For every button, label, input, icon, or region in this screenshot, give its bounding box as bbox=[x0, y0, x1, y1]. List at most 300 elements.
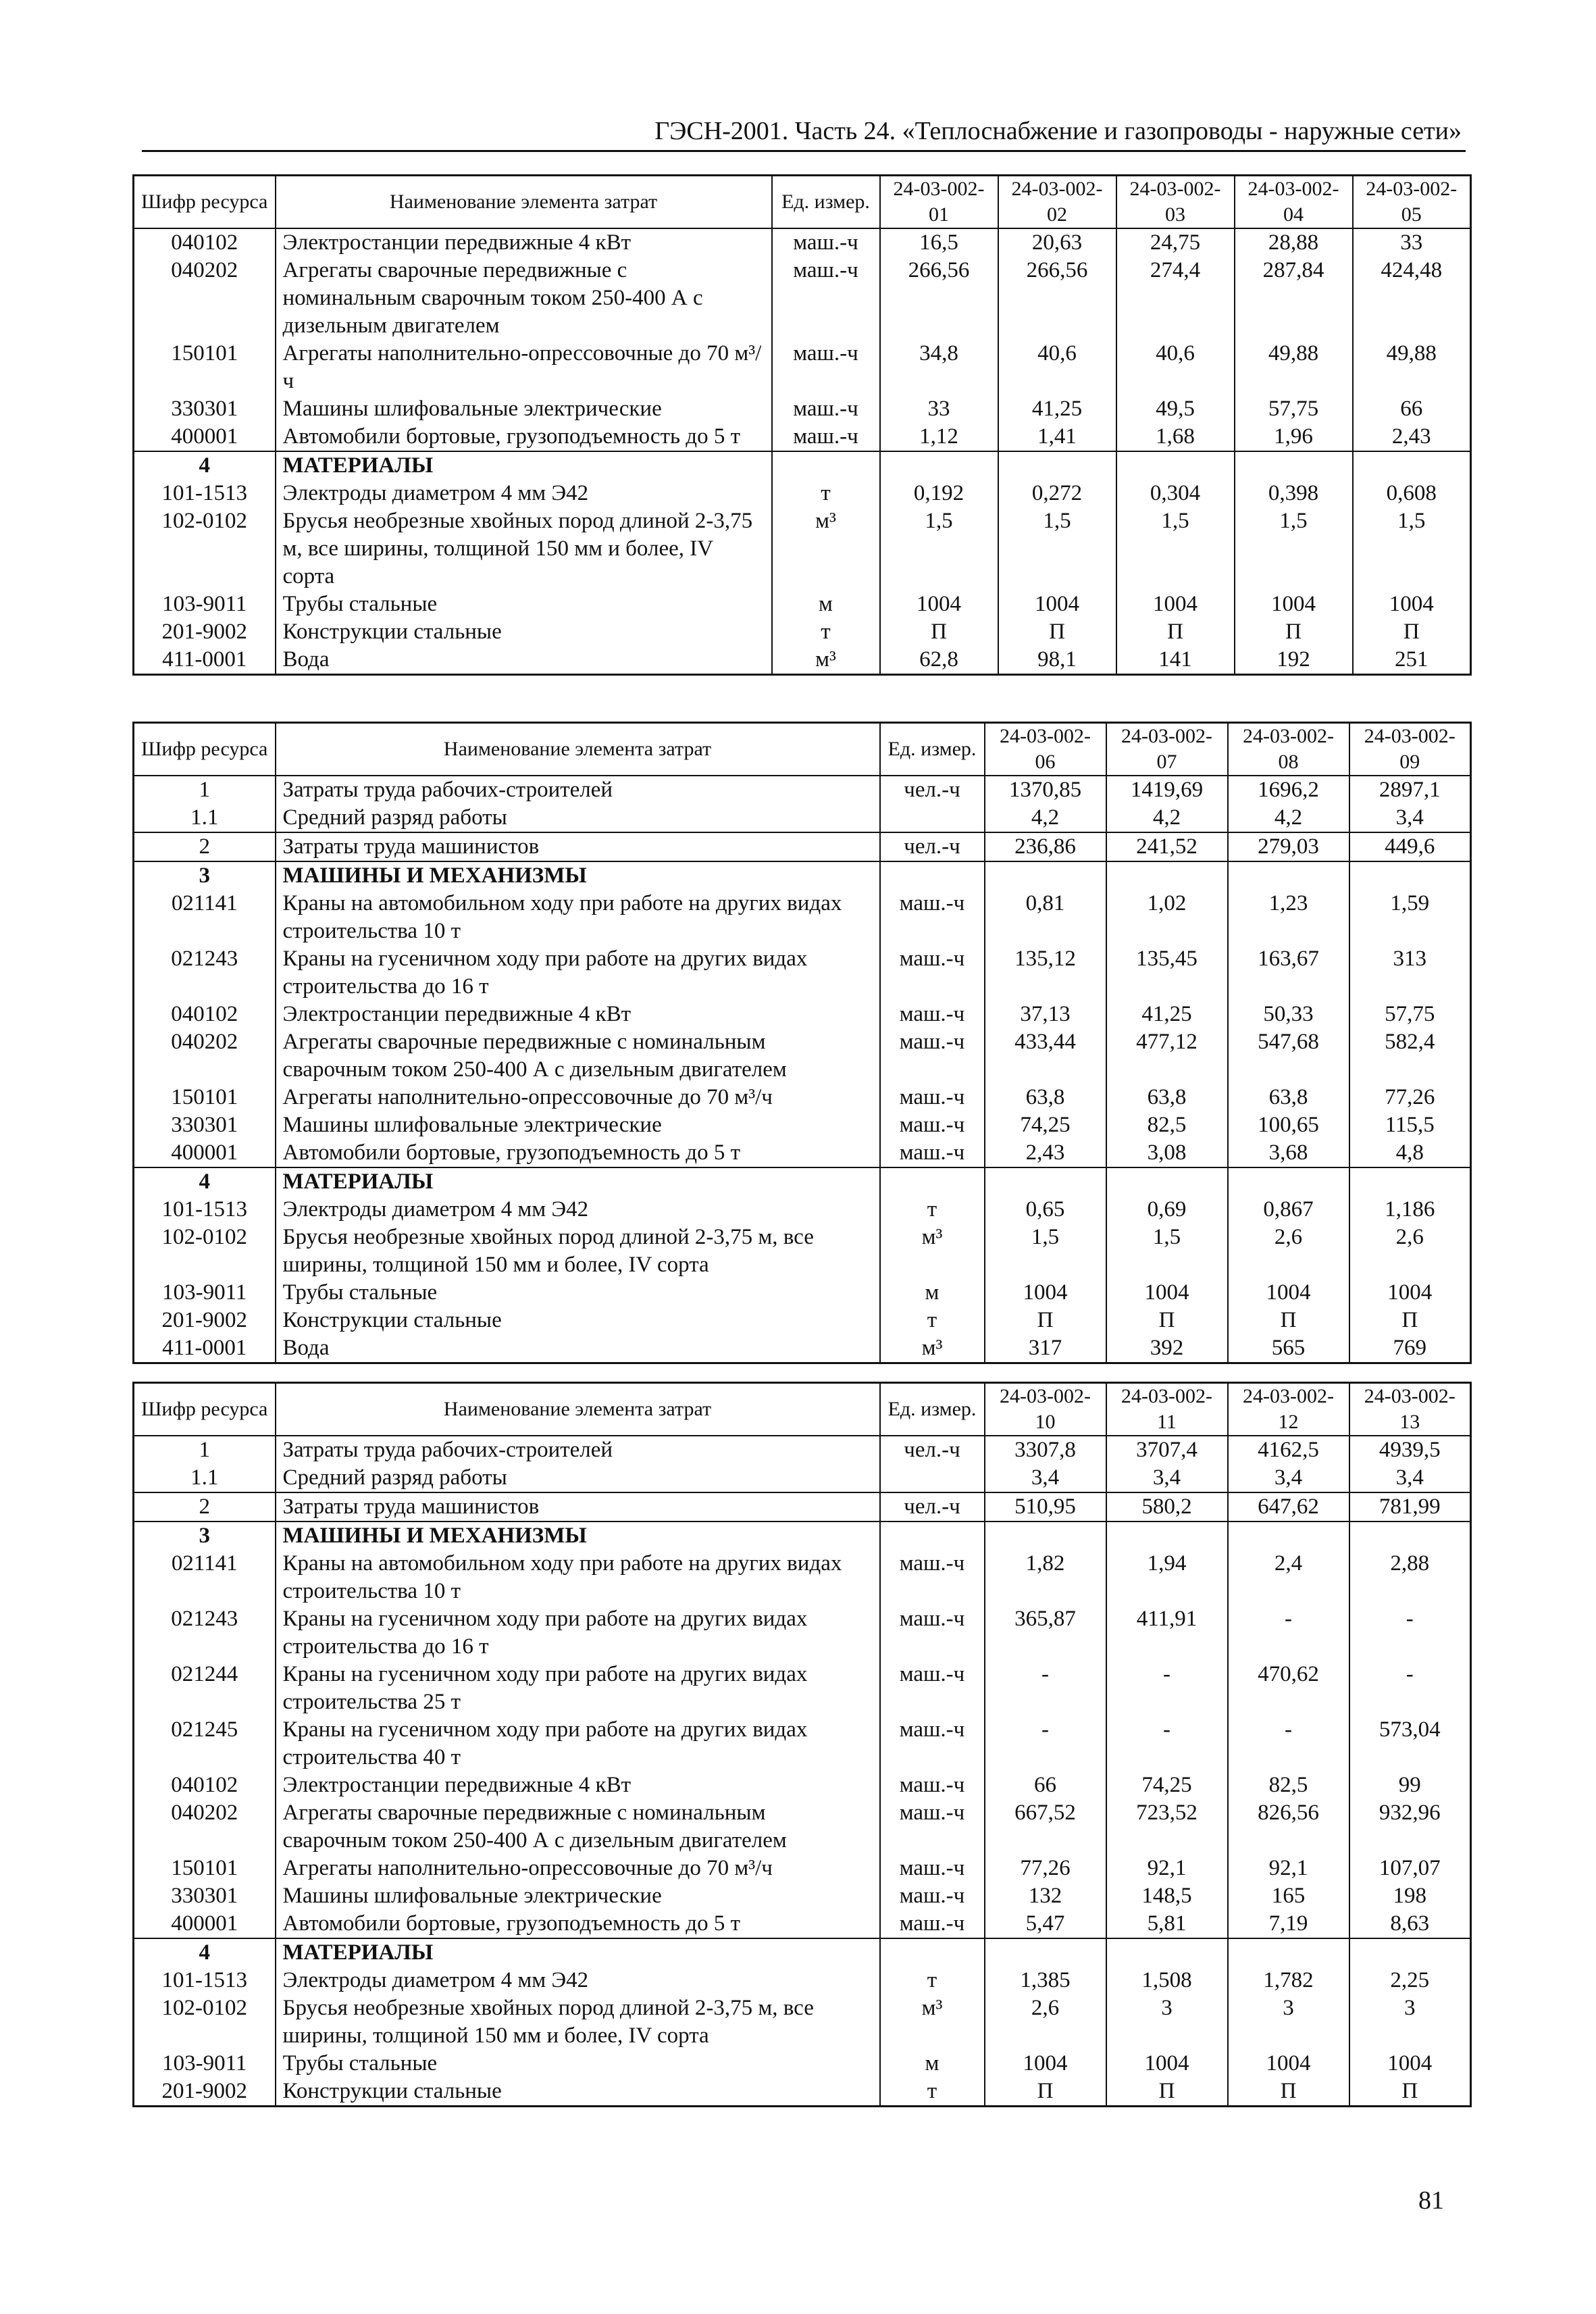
norm-value: 1696,2 bbox=[1228, 776, 1349, 804]
resource-unit: маш.-ч bbox=[880, 890, 985, 945]
norm-value: 82,5 bbox=[1106, 1111, 1228, 1139]
norm-value: 287,84 bbox=[1235, 257, 1353, 340]
norm-value: 1004 bbox=[1235, 590, 1353, 618]
norm-value: 0,608 bbox=[1353, 480, 1471, 507]
norm-value: 163,67 bbox=[1228, 945, 1349, 1001]
norm-value bbox=[1106, 1521, 1228, 1550]
norm-value: 63,8 bbox=[1228, 1084, 1349, 1111]
header-norm-code: 24-03-002-01 bbox=[880, 176, 998, 229]
norm-value: 0,69 bbox=[1106, 1196, 1228, 1224]
header-norm-code: 24-03-002-02 bbox=[998, 176, 1116, 229]
resource-name: Средний разряд работы bbox=[276, 804, 880, 832]
resource-unit: м bbox=[772, 590, 880, 618]
norm-value: 667,52 bbox=[985, 1799, 1106, 1855]
section-row bbox=[134, 1938, 1471, 1967]
norm-value: 1,82 bbox=[985, 1550, 1106, 1605]
table-row bbox=[134, 1716, 1471, 1771]
resource-code: 040102 bbox=[134, 1771, 276, 1799]
resource-code: 101-1513 bbox=[134, 1967, 276, 1994]
norm-value: 2,6 bbox=[1228, 1224, 1349, 1279]
norm-value bbox=[985, 1521, 1106, 1550]
table-row bbox=[134, 945, 1471, 1001]
table-row bbox=[134, 1001, 1471, 1028]
norm-value: 100,65 bbox=[1228, 1111, 1349, 1139]
norm-value: 1,5 bbox=[1106, 1224, 1228, 1279]
norm-value: 2,25 bbox=[1349, 1967, 1471, 1994]
resource-unit: маш.-ч bbox=[772, 423, 880, 451]
table-row bbox=[134, 590, 1471, 618]
norm-value: 92,1 bbox=[1106, 1855, 1228, 1882]
norm-value bbox=[1349, 1167, 1471, 1196]
table-row bbox=[134, 1139, 1471, 1167]
norm-value: П bbox=[1106, 2078, 1228, 2107]
norm-value: П bbox=[1349, 1307, 1471, 1334]
norm-value: 236,86 bbox=[985, 832, 1106, 861]
resource-code: 411-0001 bbox=[134, 646, 276, 675]
resource-code: 103-9011 bbox=[134, 590, 276, 618]
norm-value: 99 bbox=[1349, 1771, 1471, 1799]
norm-value: 3707,4 bbox=[1106, 1436, 1228, 1464]
table-row bbox=[134, 1771, 1471, 1799]
resource-unit: маш.-ч bbox=[880, 1882, 985, 1910]
norm-value: 2,6 bbox=[985, 1994, 1106, 2050]
norm-value: 192 bbox=[1235, 646, 1353, 675]
resource-name: Конструкции стальные bbox=[276, 618, 772, 646]
header-name: Наименование элемента затрат bbox=[276, 1383, 880, 1436]
resource-code: 1.1 bbox=[134, 1464, 276, 1492]
norm-value: 132 bbox=[985, 1882, 1106, 1910]
norm-value: 49,88 bbox=[1235, 340, 1353, 395]
header-norm-code: 24-03-002-10 bbox=[985, 1383, 1106, 1436]
norm-value: 0,192 bbox=[880, 480, 998, 507]
resource-unit: т bbox=[880, 2078, 985, 2107]
norm-value: 3307,8 bbox=[985, 1436, 1106, 1464]
norm-value: П bbox=[985, 2078, 1106, 2107]
norm-value bbox=[1228, 1521, 1349, 1550]
resource-code: 400001 bbox=[134, 423, 276, 451]
page-header bbox=[142, 114, 1466, 152]
norm-value: 1,23 bbox=[1228, 890, 1349, 945]
norm-value: П bbox=[1228, 1307, 1349, 1334]
table-row bbox=[134, 228, 1471, 257]
resource-name: Затраты труда машинистов bbox=[276, 832, 880, 861]
norm-value: - bbox=[1228, 1716, 1349, 1771]
norm-value: 4939,5 bbox=[1349, 1436, 1471, 1464]
resource-code: 021141 bbox=[134, 1550, 276, 1605]
page-number: 81 bbox=[1418, 2186, 1444, 2215]
table-row bbox=[134, 480, 1471, 507]
norm-value: 424,48 bbox=[1353, 257, 1471, 340]
norm-value: 66 bbox=[1353, 395, 1471, 423]
resource-code: 1.1 bbox=[134, 804, 276, 832]
norm-value: 4,2 bbox=[1228, 804, 1349, 832]
resource-unit: маш.-ч bbox=[880, 1001, 985, 1028]
norm-value: 2,43 bbox=[1353, 423, 1471, 451]
resource-unit: маш.-ч bbox=[880, 1550, 985, 1605]
table-row bbox=[134, 1464, 1471, 1492]
resource-code: 400001 bbox=[134, 1910, 276, 1938]
header-code: Шифр ресурса bbox=[134, 176, 276, 229]
norm-value: - bbox=[1349, 1661, 1471, 1716]
table-row bbox=[134, 1661, 1471, 1716]
norm-value: - bbox=[1106, 1661, 1228, 1716]
norm-value: 141 bbox=[1116, 646, 1235, 675]
norm-value bbox=[1349, 861, 1471, 890]
resource-name: Электростанции передвижные 4 кВт bbox=[276, 1771, 880, 1799]
norm-value: 74,25 bbox=[1106, 1771, 1228, 1799]
norm-value: 0,272 bbox=[998, 480, 1116, 507]
norm-value: П bbox=[1349, 2078, 1471, 2107]
norm-value: 1,385 bbox=[985, 1967, 1106, 1994]
norm-value: 1,5 bbox=[880, 507, 998, 590]
header-norm-code: 24-03-002-09 bbox=[1349, 723, 1471, 776]
resource-unit: м³ bbox=[880, 1334, 985, 1363]
table-row bbox=[134, 1196, 1471, 1224]
resource-unit: маш.-ч bbox=[880, 945, 985, 1001]
resource-unit: м³ bbox=[772, 646, 880, 675]
resource-code: 2 bbox=[134, 832, 276, 861]
resource-name: Автомобили бортовые, грузоподъемность до 5 т bbox=[276, 423, 772, 451]
resource-code: 101-1513 bbox=[134, 480, 276, 507]
norm-value: 5,47 bbox=[985, 1910, 1106, 1938]
table-row bbox=[134, 618, 1471, 646]
norm-value: 241,52 bbox=[1106, 832, 1228, 861]
resource-name: Агрегаты наполнительно-опрессовочные до 70 м³/ч bbox=[276, 1084, 880, 1111]
norm-value bbox=[1106, 1167, 1228, 1196]
resource-code: 150101 bbox=[134, 340, 276, 395]
norm-value: 470,62 bbox=[1228, 1661, 1349, 1716]
norm-value: 5,81 bbox=[1106, 1910, 1228, 1938]
norm-value: 565 bbox=[1228, 1334, 1349, 1363]
resource-name: Агрегаты сварочные передвижные с номинальным сварочным током 250-400 А с дизельным двигателем bbox=[276, 1028, 880, 1084]
resource-name: Средний разряд работы bbox=[276, 1464, 880, 1492]
resource-name: Электроды диаметром 4 мм Э42 bbox=[276, 480, 772, 507]
norm-value: 3,68 bbox=[1228, 1139, 1349, 1167]
norm-value: 1,186 bbox=[1349, 1196, 1471, 1224]
norm-value: 40,6 bbox=[998, 340, 1116, 395]
norm-value: 165 bbox=[1228, 1882, 1349, 1910]
table-row bbox=[134, 1084, 1471, 1111]
table-row bbox=[134, 1111, 1471, 1139]
norm-value: 3,4 bbox=[1349, 1464, 1471, 1492]
norm-value: 1,41 bbox=[998, 423, 1116, 451]
norm-value bbox=[1353, 451, 1471, 480]
norm-value: 57,75 bbox=[1235, 395, 1353, 423]
resource-code: 102-0102 bbox=[134, 1224, 276, 1279]
resource-name: Краны на гусеничном ходу при работе на других видах строительства 40 т bbox=[276, 1716, 880, 1771]
resource-unit: маш.-ч bbox=[772, 257, 880, 340]
norm-value bbox=[1106, 1938, 1228, 1967]
resource-unit: маш.-ч bbox=[880, 1605, 985, 1661]
norm-value: 1004 bbox=[1116, 590, 1235, 618]
resource-table-1 bbox=[132, 174, 1472, 676]
resource-code: 040102 bbox=[134, 228, 276, 257]
resource-unit: маш.-ч bbox=[880, 1139, 985, 1167]
table-row bbox=[134, 395, 1471, 423]
resource-unit: маш.-ч bbox=[880, 1855, 985, 1882]
table-row bbox=[134, 1334, 1471, 1363]
table-row bbox=[134, 507, 1471, 590]
norm-value: П bbox=[985, 1307, 1106, 1334]
norm-value bbox=[985, 1938, 1106, 1967]
norm-value: 3,08 bbox=[1106, 1139, 1228, 1167]
table-row bbox=[134, 1436, 1471, 1464]
resource-unit: чел.-ч bbox=[880, 1492, 985, 1521]
resource-unit: м bbox=[880, 2050, 985, 2078]
resource-unit bbox=[880, 1167, 985, 1196]
norm-value: 3,4 bbox=[985, 1464, 1106, 1492]
resource-code: 021243 bbox=[134, 1605, 276, 1661]
norm-value: 135,45 bbox=[1106, 945, 1228, 1001]
norm-value: 1,5 bbox=[998, 507, 1116, 590]
norm-value: 1,5 bbox=[1235, 507, 1353, 590]
table-row bbox=[134, 423, 1471, 451]
header-name: Наименование элемента затрат bbox=[276, 723, 880, 776]
norm-value: 4,2 bbox=[1106, 804, 1228, 832]
norm-value: 98,1 bbox=[998, 646, 1116, 675]
norm-value: 477,12 bbox=[1106, 1028, 1228, 1084]
resource-name: Агрегаты сварочные передвижные с номинальным сварочным током 250-400 А с дизельным двигателем bbox=[276, 1799, 880, 1855]
norm-value: 932,96 bbox=[1349, 1799, 1471, 1855]
table-header-row bbox=[134, 1383, 1471, 1436]
norm-value: 3 bbox=[1349, 1994, 1471, 2050]
table-row bbox=[134, 257, 1471, 340]
table-row bbox=[134, 776, 1471, 804]
norm-value: 0,867 bbox=[1228, 1196, 1349, 1224]
resource-name: Машины шлифовальные электрические bbox=[276, 1882, 880, 1910]
header-norm-code: 24-03-002-12 bbox=[1228, 1383, 1349, 1436]
norm-value: 411,91 bbox=[1106, 1605, 1228, 1661]
table-row bbox=[134, 1910, 1471, 1938]
norm-value: 3 bbox=[1106, 1994, 1228, 2050]
norm-value: 0,304 bbox=[1116, 480, 1235, 507]
norm-value: - bbox=[985, 1661, 1106, 1716]
norm-value: 365,87 bbox=[985, 1605, 1106, 1661]
resource-code: 330301 bbox=[134, 395, 276, 423]
resource-name: Брусья необрезные хвойных пород длиной 2-3,75 м, все ширины, толщиной 150 мм и более, IV сорта bbox=[276, 507, 772, 590]
norm-value: - bbox=[1228, 1605, 1349, 1661]
resource-name: Конструкции стальные bbox=[276, 2078, 880, 2107]
norm-value: 781,99 bbox=[1349, 1492, 1471, 1521]
resource-unit: м³ bbox=[772, 507, 880, 590]
resource-name: Затраты труда машинистов bbox=[276, 1492, 880, 1521]
norm-value: 1004 bbox=[1228, 2050, 1349, 2078]
resource-unit: чел.-ч bbox=[880, 832, 985, 861]
norm-value bbox=[1349, 1938, 1471, 1967]
norm-value: 769 bbox=[1349, 1334, 1471, 1363]
norm-value: 3,4 bbox=[1228, 1464, 1349, 1492]
header-norm-code: 24-03-002-06 bbox=[985, 723, 1106, 776]
header-norm-code: 24-03-002-11 bbox=[1106, 1383, 1228, 1436]
norm-value: 7,19 bbox=[1228, 1910, 1349, 1938]
norm-value: 251 bbox=[1353, 646, 1471, 675]
norm-value: 4,2 bbox=[985, 804, 1106, 832]
resource-name: Брусья необрезные хвойных пород длиной 2-3,75 м, все ширины, толщиной 150 мм и более, IV сорта bbox=[276, 1994, 880, 2050]
norm-value: 20,63 bbox=[998, 228, 1116, 257]
norm-value: 62,8 bbox=[880, 646, 998, 675]
norm-value: 92,1 bbox=[1228, 1855, 1349, 1882]
resource-code: 103-9011 bbox=[134, 1279, 276, 1307]
resource-table-2 bbox=[132, 722, 1472, 1364]
norm-value bbox=[1116, 451, 1235, 480]
resource-unit: чел.-ч bbox=[880, 1436, 985, 1464]
resource-name: Электростанции передвижные 4 кВт bbox=[276, 1001, 880, 1028]
resource-code: 2 bbox=[134, 1492, 276, 1521]
resource-unit: маш.-ч bbox=[880, 1771, 985, 1799]
resource-unit: т bbox=[880, 1967, 985, 1994]
norm-value: 510,95 bbox=[985, 1492, 1106, 1521]
table-row bbox=[134, 1550, 1471, 1605]
resource-name: Вода bbox=[276, 1334, 880, 1363]
resource-name: МАТЕРИАЛЫ bbox=[276, 1938, 880, 1967]
norm-value: 40,6 bbox=[1116, 340, 1235, 395]
resource-unit: чел.-ч bbox=[880, 776, 985, 804]
resource-unit: маш.-ч bbox=[880, 1084, 985, 1111]
norm-value: 8,63 bbox=[1349, 1910, 1471, 1938]
norm-value: 266,56 bbox=[998, 257, 1116, 340]
norm-value: - bbox=[1349, 1605, 1471, 1661]
table-row bbox=[134, 1307, 1471, 1334]
resource-name: Краны на гусеничном ходу при работе на других видах строительства до 16 т bbox=[276, 945, 880, 1001]
table-row bbox=[134, 1994, 1471, 2050]
norm-value bbox=[880, 451, 998, 480]
resource-name: Электроды диаметром 4 мм Э42 bbox=[276, 1967, 880, 1994]
norm-value: 1,782 bbox=[1228, 1967, 1349, 1994]
resource-name: Брусья необрезные хвойных пород длиной 2-3,75 м, все ширины, толщиной 150 мм и более, IV сорта bbox=[276, 1224, 880, 1279]
resource-name: МАТЕРИАЛЫ bbox=[276, 1167, 880, 1196]
resource-name: Краны на автомобильном ходу при работе на других видах строительства 10 т bbox=[276, 1550, 880, 1605]
resource-code: 021244 bbox=[134, 1661, 276, 1716]
resource-code: 021245 bbox=[134, 1716, 276, 1771]
norm-value: 1004 bbox=[880, 590, 998, 618]
resource-unit bbox=[880, 804, 985, 832]
resource-code: 102-0102 bbox=[134, 507, 276, 590]
resource-code: 330301 bbox=[134, 1111, 276, 1139]
norm-value: 82,5 bbox=[1228, 1771, 1349, 1799]
norm-value: 1,02 bbox=[1106, 890, 1228, 945]
table-row bbox=[134, 1279, 1471, 1307]
resource-code: 201-9002 bbox=[134, 618, 276, 646]
table-row bbox=[134, 890, 1471, 945]
header-code: Шифр ресурса bbox=[134, 723, 276, 776]
norm-value: 1,12 bbox=[880, 423, 998, 451]
resource-code: 4 bbox=[134, 1167, 276, 1196]
norm-value: 1004 bbox=[1349, 1279, 1471, 1307]
header-norm-code: 24-03-002-04 bbox=[1235, 176, 1353, 229]
header-code: Шифр ресурса bbox=[134, 1383, 276, 1436]
norm-value bbox=[985, 861, 1106, 890]
norm-value: 135,12 bbox=[985, 945, 1106, 1001]
resource-name: Конструкции стальные bbox=[276, 1307, 880, 1334]
resource-code: 103-9011 bbox=[134, 2050, 276, 2078]
norm-value: 63,8 bbox=[985, 1084, 1106, 1111]
section-row bbox=[134, 451, 1471, 480]
resource-code: 3 bbox=[134, 1521, 276, 1550]
norm-value: 49,88 bbox=[1353, 340, 1471, 395]
resource-name: Машины шлифовальные электрические bbox=[276, 1111, 880, 1139]
norm-value: 547,68 bbox=[1228, 1028, 1349, 1084]
table-row bbox=[134, 1605, 1471, 1661]
norm-value: 2,88 bbox=[1349, 1550, 1471, 1605]
resource-name: Автомобили бортовые, грузоподъемность до 5 т bbox=[276, 1139, 880, 1167]
resource-unit: маш.-ч bbox=[880, 1661, 985, 1716]
resource-name: МАТЕРИАЛЫ bbox=[276, 451, 772, 480]
norm-value: 449,6 bbox=[1349, 832, 1471, 861]
norm-value: 1,96 bbox=[1235, 423, 1353, 451]
header-name: Наименование элемента затрат bbox=[276, 176, 772, 229]
resource-code: 102-0102 bbox=[134, 1994, 276, 2050]
norm-value: 266,56 bbox=[880, 257, 998, 340]
norm-value: 41,25 bbox=[998, 395, 1116, 423]
resource-name: Краны на гусеничном ходу при работе на других видах строительства до 16 т bbox=[276, 1605, 880, 1661]
norm-value: 16,5 bbox=[880, 228, 998, 257]
norm-value bbox=[1106, 861, 1228, 890]
table-header-row bbox=[134, 176, 1471, 229]
resource-unit bbox=[880, 1464, 985, 1492]
norm-value: 580,2 bbox=[1106, 1492, 1228, 1521]
table-header-row bbox=[134, 723, 1471, 776]
header-unit: Ед. измер. bbox=[880, 1383, 985, 1436]
norm-value: 0,65 bbox=[985, 1196, 1106, 1224]
norm-value: 723,52 bbox=[1106, 1799, 1228, 1855]
norm-value: 647,62 bbox=[1228, 1492, 1349, 1521]
norm-value: 1,5 bbox=[985, 1224, 1106, 1279]
header-norm-code: 24-03-002-13 bbox=[1349, 1383, 1471, 1436]
norm-value: 1004 bbox=[1106, 2050, 1228, 2078]
resource-unit: т bbox=[880, 1307, 985, 1334]
resource-name: Электростанции передвижные 4 кВт bbox=[276, 228, 772, 257]
table-row bbox=[134, 1882, 1471, 1910]
norm-value: П bbox=[1228, 2078, 1349, 2107]
norm-value: 4162,5 bbox=[1228, 1436, 1349, 1464]
header-unit: Ед. измер. bbox=[772, 176, 880, 229]
resource-code: 330301 bbox=[134, 1882, 276, 1910]
resource-name: Агрегаты наполнительно-опрессовочные до 70 м³/ч bbox=[276, 340, 772, 395]
norm-value: 4,8 bbox=[1349, 1139, 1471, 1167]
resource-unit: маш.-ч bbox=[880, 1799, 985, 1855]
resource-name: Трубы стальные bbox=[276, 590, 772, 618]
resource-name: Машины шлифовальные электрические bbox=[276, 395, 772, 423]
table-row bbox=[134, 1799, 1471, 1855]
norm-value: 115,5 bbox=[1349, 1111, 1471, 1139]
resource-code: 1 bbox=[134, 1436, 276, 1464]
norm-value: 107,07 bbox=[1349, 1855, 1471, 1882]
resource-unit: маш.-ч bbox=[772, 395, 880, 423]
resource-code: 040202 bbox=[134, 1028, 276, 1084]
norm-value: П bbox=[880, 618, 998, 646]
resource-unit: т bbox=[880, 1196, 985, 1224]
section-row bbox=[134, 1521, 1471, 1550]
norm-value: 198 bbox=[1349, 1882, 1471, 1910]
page-header-title: ГЭСН-2001. Часть 24. «Теплоснабжение и газопроводы - наружные сети» bbox=[654, 117, 1462, 145]
resource-unit: м³ bbox=[880, 1224, 985, 1279]
norm-value: 57,75 bbox=[1349, 1001, 1471, 1028]
table-row bbox=[134, 1855, 1471, 1882]
norm-value: 1,5 bbox=[1353, 507, 1471, 590]
norm-value bbox=[1228, 861, 1349, 890]
norm-value: 1,68 bbox=[1116, 423, 1235, 451]
resource-code: 3 bbox=[134, 861, 276, 890]
norm-value: - bbox=[1106, 1716, 1228, 1771]
resource-code: 101-1513 bbox=[134, 1196, 276, 1224]
norm-value: 1,94 bbox=[1106, 1550, 1228, 1605]
header-norm-code: 24-03-002-08 bbox=[1228, 723, 1349, 776]
resource-name: Краны на автомобильном ходу при работе на других видах строительства 10 т bbox=[276, 890, 880, 945]
resource-code: 040102 bbox=[134, 1001, 276, 1028]
header-unit: Ед. измер. bbox=[880, 723, 985, 776]
resource-unit: т bbox=[772, 480, 880, 507]
norm-value: 28,88 bbox=[1235, 228, 1353, 257]
